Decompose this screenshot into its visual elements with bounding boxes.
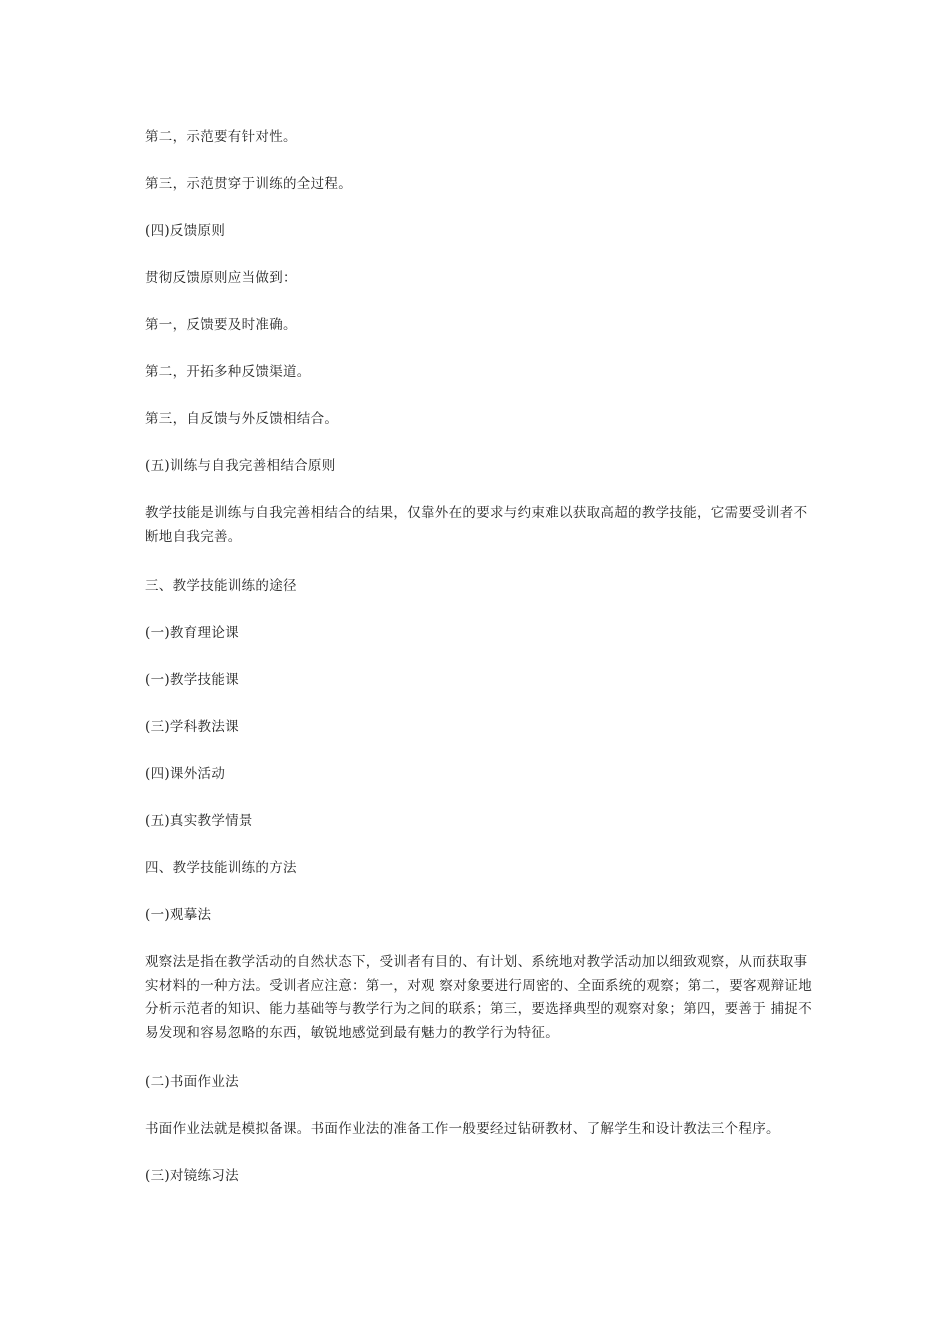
paragraph-demo-targeted: 第二，示范要有针对性。 [145,129,297,145]
paragraph-feedback-first: 第一，反馈要及时准确。 [145,317,297,333]
paragraph-feedback-third: 第三，自反馈与外反馈相结合。 [145,411,339,427]
paragraph-feedback-second: 第二，开拓多种反馈渠道。 [145,364,311,380]
paragraph-feedback-intro: 贯彻反馈原则应当做到： [145,270,297,286]
heading-training-methods: 四、教学技能训练的方法 [145,860,297,876]
heading-training-self-improvement: (五)训练与自我完善相结合原则 [145,458,336,474]
heading-written-method: (二)书面作业法 [145,1074,239,1090]
list-item-route-skills: (一)教学技能课 [145,672,239,688]
paragraph-written-method: 书面作业法就是模拟备课。书面作业法的准备工作一般要经过钻研教材、了解学生和设计教法三个程序。 [145,1121,780,1137]
heading-training-routes: 三、教学技能训练的途径 [145,578,297,594]
list-item-route-methods: (三)学科教法课 [145,719,239,735]
heading-mirror-practice: (三)对镜练习法 [145,1168,239,1184]
list-item-route-theory: (一)教育理论课 [145,625,239,641]
list-item-route-extracurricular: (四)课外活动 [145,766,226,782]
list-item-route-real-teaching: (五)真实教学情景 [145,813,253,829]
heading-feedback-principle: (四)反馈原则 [145,223,226,239]
paragraph-observation-method: 观察法是指在教学活动的自然状态下，受训者有目的、有计划、系统地对教学活动加以细致观察，从而获取事实材料的一种方法。受训者应注意：第一，对观 察对象要进行周密的、全面系统的观察；第二，要客观辩证地分析示范者的知识、能力基础等与教学行为之间的联系；第三，要选择典型的观察对象；第四，要善于 捕捉不易发现和容易忽略的东西，敏锐地感觉到最有魅力的教学行为特征。 [145,954,812,1041]
heading-observation-method: (一)观摹法 [145,907,212,923]
paragraph-demo-whole-process: 第三，示范贯穿于训练的全过程。 [145,176,352,192]
paragraph-training-self-improvement: 教学技能是训练与自我完善相结合的结果，仅靠外在的要求与约束难以获取高超的教学技能，它需要受训者不断地自我完善。 [145,505,808,545]
